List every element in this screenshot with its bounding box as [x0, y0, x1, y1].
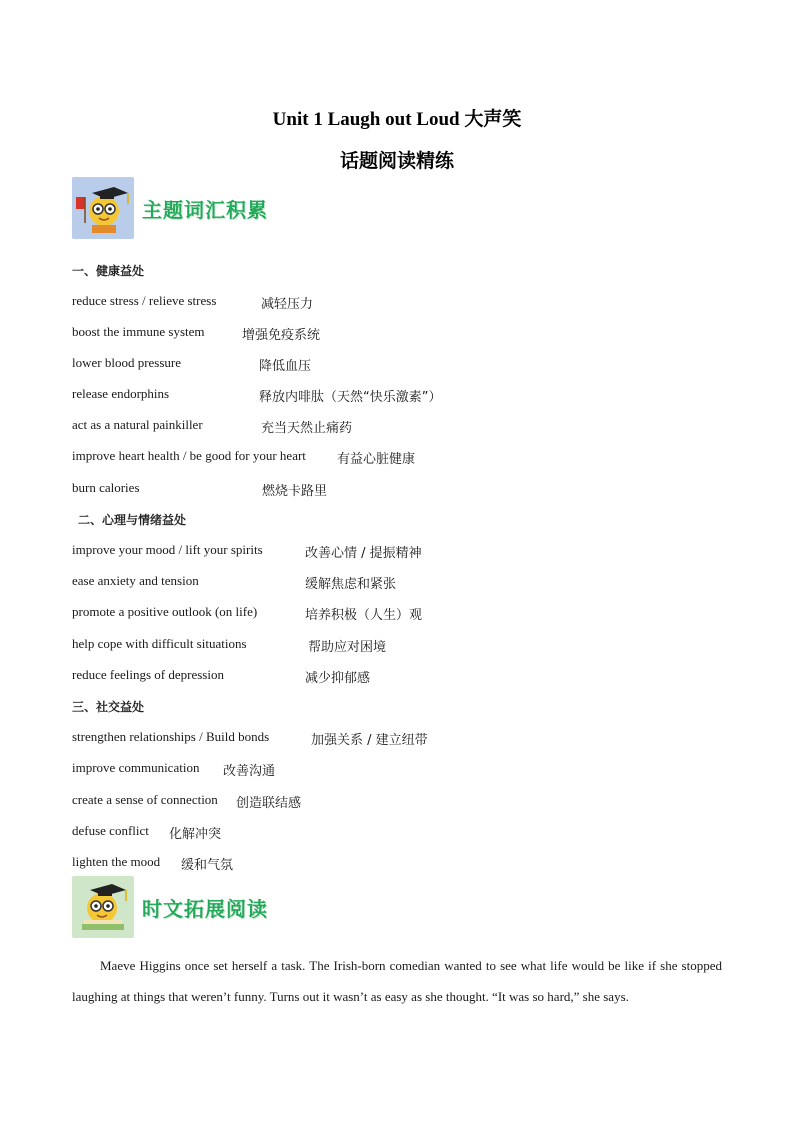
vocab-zh: 改善心情 / 提振精神: [305, 546, 422, 561]
section-heading: 三、社交益处: [72, 700, 145, 714]
vocab-en: improve your mood / lift your spirits: [72, 542, 263, 557]
vocab-banner: [72, 177, 268, 239]
vocab-zh: 减轻压力: [261, 297, 314, 312]
vocab-zh: 加强关系 / 建立纽带: [311, 733, 428, 748]
vocab-en: lower blood pressure: [72, 355, 182, 370]
reading-banner: [72, 876, 268, 938]
vocab-en: improve heart health / be good for your heart: [72, 448, 306, 463]
vocab-zh: 充当天然止痛药: [261, 421, 353, 436]
page-subtitle: 话题阅读精练: [339, 151, 454, 172]
vocab-zh: 帮助应对困境: [308, 640, 387, 655]
vocab-en: boost the immune system: [72, 324, 205, 339]
vocab-en: act as a natural painkiller: [72, 417, 203, 432]
section-heading: 二、心理与情绪益处: [78, 513, 187, 527]
vocab-zh: 培养积极（人生）观: [305, 608, 423, 623]
section-heading: 一、健康益处: [72, 264, 145, 278]
vocab-zh: 缓解焦虑和紧张: [305, 577, 397, 592]
vocab-zh: 减少抑郁感: [305, 671, 371, 686]
mascot-icon: [72, 876, 134, 938]
vocab-zh: 创造联结感: [236, 796, 302, 811]
vocab-en: improve communication: [72, 760, 200, 775]
vocab-en: reduce feelings of depression: [72, 667, 224, 682]
vocab-zh: 有益心脏健康: [337, 452, 416, 467]
vocab-en: promote a positive outlook (on life): [72, 604, 258, 619]
vocab-zh: 改善沟通: [223, 764, 276, 779]
vocab-en: burn calories: [72, 480, 140, 495]
reading-banner-title: 时文拓展阅读: [142, 896, 268, 921]
vocab-en: create a sense of connection: [72, 792, 218, 807]
vocab-en: release endorphins: [72, 386, 170, 401]
reading-paragraph: Maeve Higgins once set herself a task. The Irish-born comedian wanted to see what life would be like if she stopped laughing at things that weren’t funny. Turns out it wasn’t as easy as she thought. “It was so hard,” she says.: [72, 958, 722, 1004]
vocab-en: reduce stress / relieve stress: [72, 293, 217, 308]
vocab-zh: 释放内啡肽（天然“快乐激素”）: [259, 390, 442, 405]
vocab-en: defuse conflict: [72, 823, 149, 838]
vocab-zh: 缓和气氛: [181, 858, 234, 873]
vocab-zh: 增强免疫系统: [242, 328, 321, 343]
vocab-en: strengthen relationships / Build bonds: [72, 729, 270, 744]
vocab-zh: 燃烧卡路里: [262, 484, 328, 499]
vocab-zh: 降低血压: [259, 359, 312, 374]
page-title: Unit 1 Laugh out Loud 大声笑: [272, 109, 522, 130]
vocab-en: lighten the mood: [72, 854, 161, 869]
mascot-icon: [72, 177, 134, 239]
vocab-banner-title: 主题词汇积累: [142, 197, 268, 222]
vocab-en: help cope with difficult situations: [72, 636, 247, 651]
vocab-zh: 化解冲突: [169, 827, 222, 842]
vocab-en: ease anxiety and tension: [72, 573, 199, 588]
